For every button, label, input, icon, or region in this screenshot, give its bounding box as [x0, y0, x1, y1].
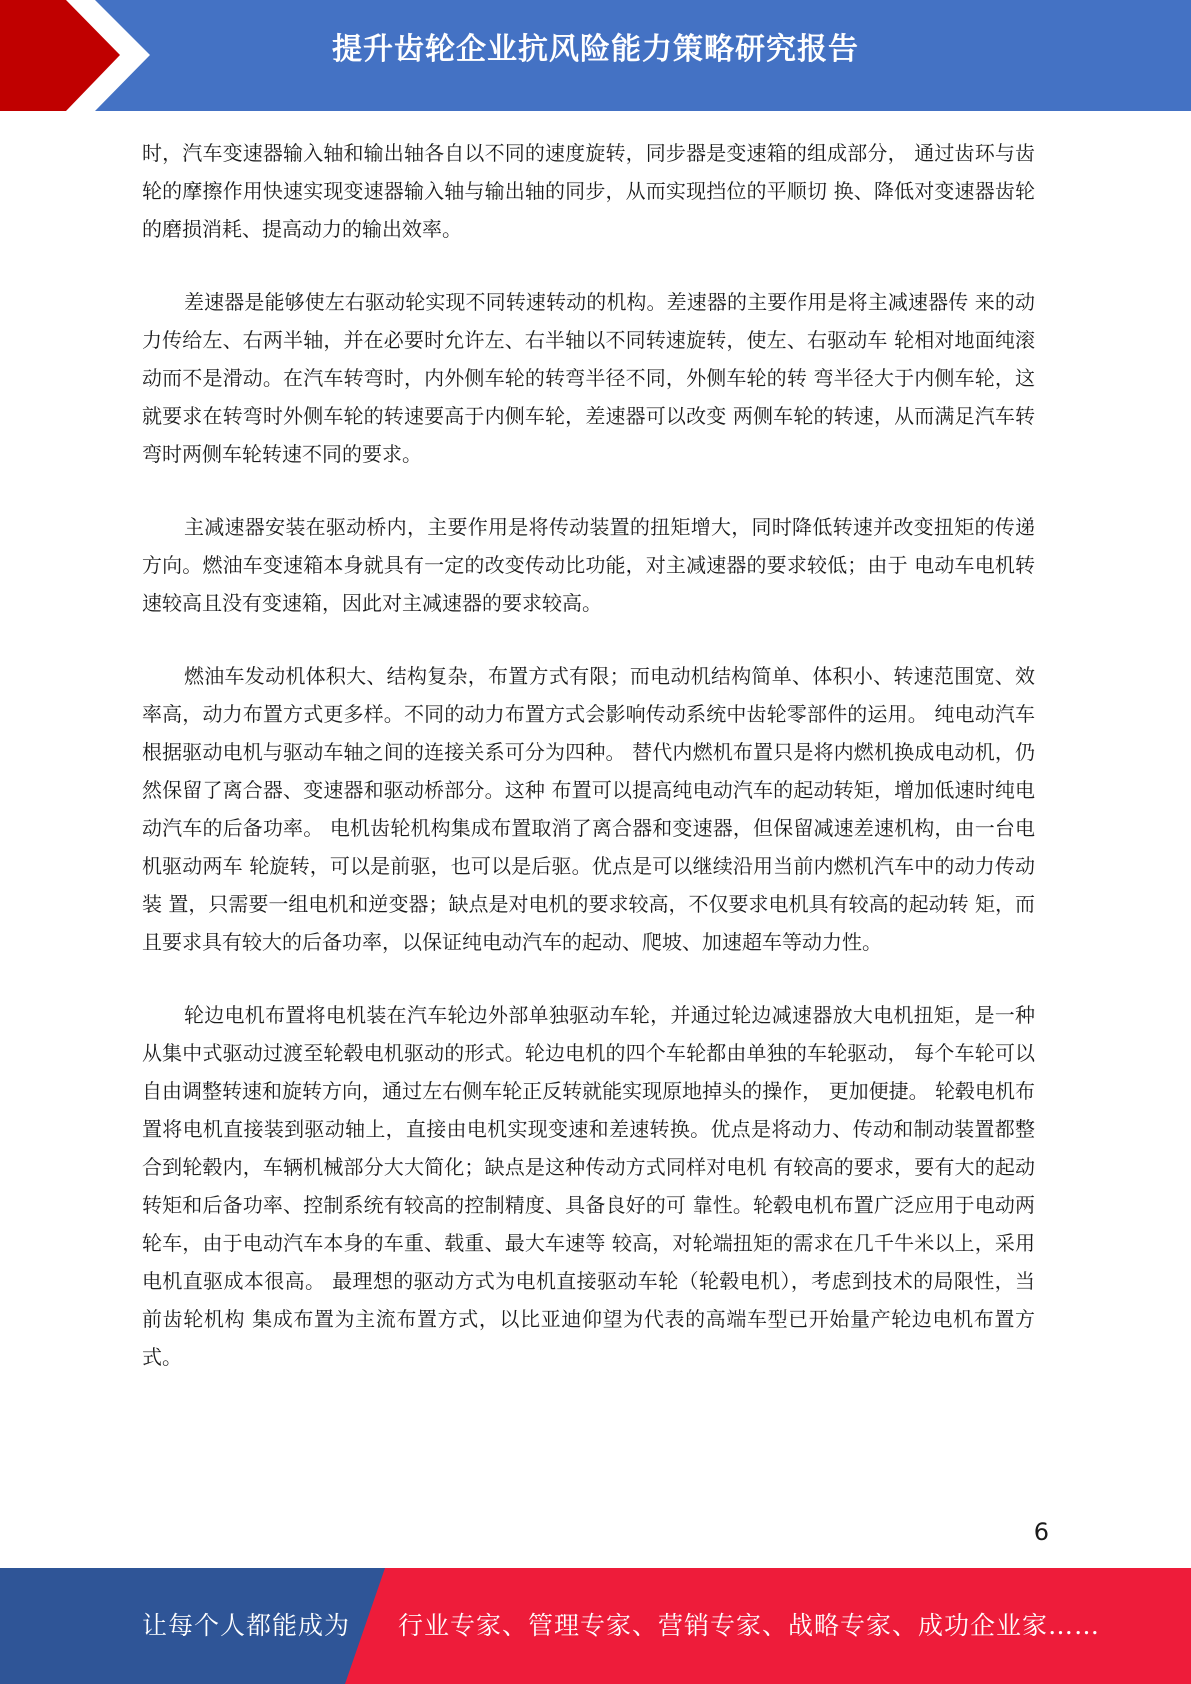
paragraph-power-layout: 燃油车发动机体积大、结构复杂，布置方式有限；而电动机结构简单、体积小、转速范围宽、效率高，动力布置方式更多样。不同的动力布置方式会影响传动系统中齿轮零部件的运用。 纯电动汽车根据驱动电机与驱动车轴之间的连接关系可分为四种。 替代内燃机布置只是将内燃机换成电动机，仍然保留了离合器、变速器和驱动桥部分。这种 布置可以提高纯电动汽车的起动转矩，增加低速时纯电动汽车的后备功率。 电机齿轮机构集成布置取消了离合器和变速器，但保留减速差速机构，由一台电机驱动两车 轮旋转，可以是前驱，也可以是后驱。优点是可以继续沿用当前内燃机汽车中的动力传动装 置，只需要一组电机和逆变器；缺点是对电机的要求较高，不仅要求电机具有较高的起动转 矩，而且要求具有较大的后备功率，以保证纯电动汽车的起动、爬坡、加速超车等动力性。	[142, 664, 1035, 954]
page-number: 6	[1033, 1518, 1049, 1546]
page-header	[0, 0, 1191, 111]
paragraph-differential: 差速器是能够使左右驱动轮实现不同转速转动的机构。差速器的主要作用是将主减速器传 来的动力传给左、右两半轴，并在必要时允许左、右半轴以不同转速旋转，使左、右驱动车 轮相对地面纯滚动而不是滑动。在汽车转弯时，内外侧车轮的转弯半径不同，外侧车轮的转 弯半径大于内侧车轮，这就要求在转弯时外侧车轮的转速要高于内侧车轮，差速器可以改变 两侧车轮的转速，从而满足汽车转弯时两侧车轮转速不同的要求。	[142, 290, 1035, 466]
paragraph-final-drive: 主减速器安装在驱动桥内，主要作用是将传动装置的扭矩增大，同时降低转速并改变扭矩的传递方向。燃油车变速箱本身就具有一定的改变传动比功能，对主减速器的要求较低；由于 电动车电机转速较高且没有变速箱，因此对主减速器的要求较高。	[142, 515, 1035, 615]
footer-slogan-right: 行业专家、管理专家、营销专家、战略专家、成功企业家……	[398, 1611, 1101, 1640]
paragraph-synchronizer: 时，汽车变速器输入轴和输出轴各自以不同的速度旋转，同步器是变速箱的组成部分， 通过齿环与齿轮的摩擦作用快速实现变速器输入轴与输出轴的同步，从而实现挡位的平顺切 换、降低对变速器齿轮的磨损消耗、提高动力的输出效率。	[142, 141, 1035, 241]
document-body	[142, 134, 1035, 1411]
paragraph-wheel-motor: 轮边电机布置将电机装在汽车轮边外部单独驱动车轮，并通过轮边减速器放大电机扭矩，是一种从集中式驱动过渡至轮毂电机驱动的形式。轮边电机的四个车轮都由单独的车轮驱动， 每个车轮可以自由调整转速和旋转方向，通过左右侧车轮正反转就能实现原地掉头的操作， 更加便捷。 轮毂电机布置将电机直接装到驱动轴上，直接由电机实现变速和差速转换。优点是将动力、传动和制动装置都整合到轮毂内，车辆机械部分大大简化；缺点是这种传动方式同样对电机 有较高的要求，要有大的起动转矩和后备功率、控制系统有较高的控制精度、具备良好的可 靠性。轮毂电机布置广泛应用于电动两轮车，由于电动汽车本身的车重、载重、最大车速等 较高，对轮端扭矩的需求在几千牛米以上，采用电机直驱成本很高。 最理想的驱动方式为电机直接驱动车轮（轮毂电机），考虑到技术的局限性，当前齿轮机构 集成布置为主流布置方式，以比亚迪仰望为代表的高端车型已开始量产轮边电机布置方式。	[142, 1003, 1035, 1369]
report-title: 提升齿轮企业抗风险能力策略研究报告	[332, 32, 859, 67]
footer-slogan-left: 让每个人都能成为	[142, 1611, 351, 1640]
page-footer	[0, 1568, 1191, 1684]
